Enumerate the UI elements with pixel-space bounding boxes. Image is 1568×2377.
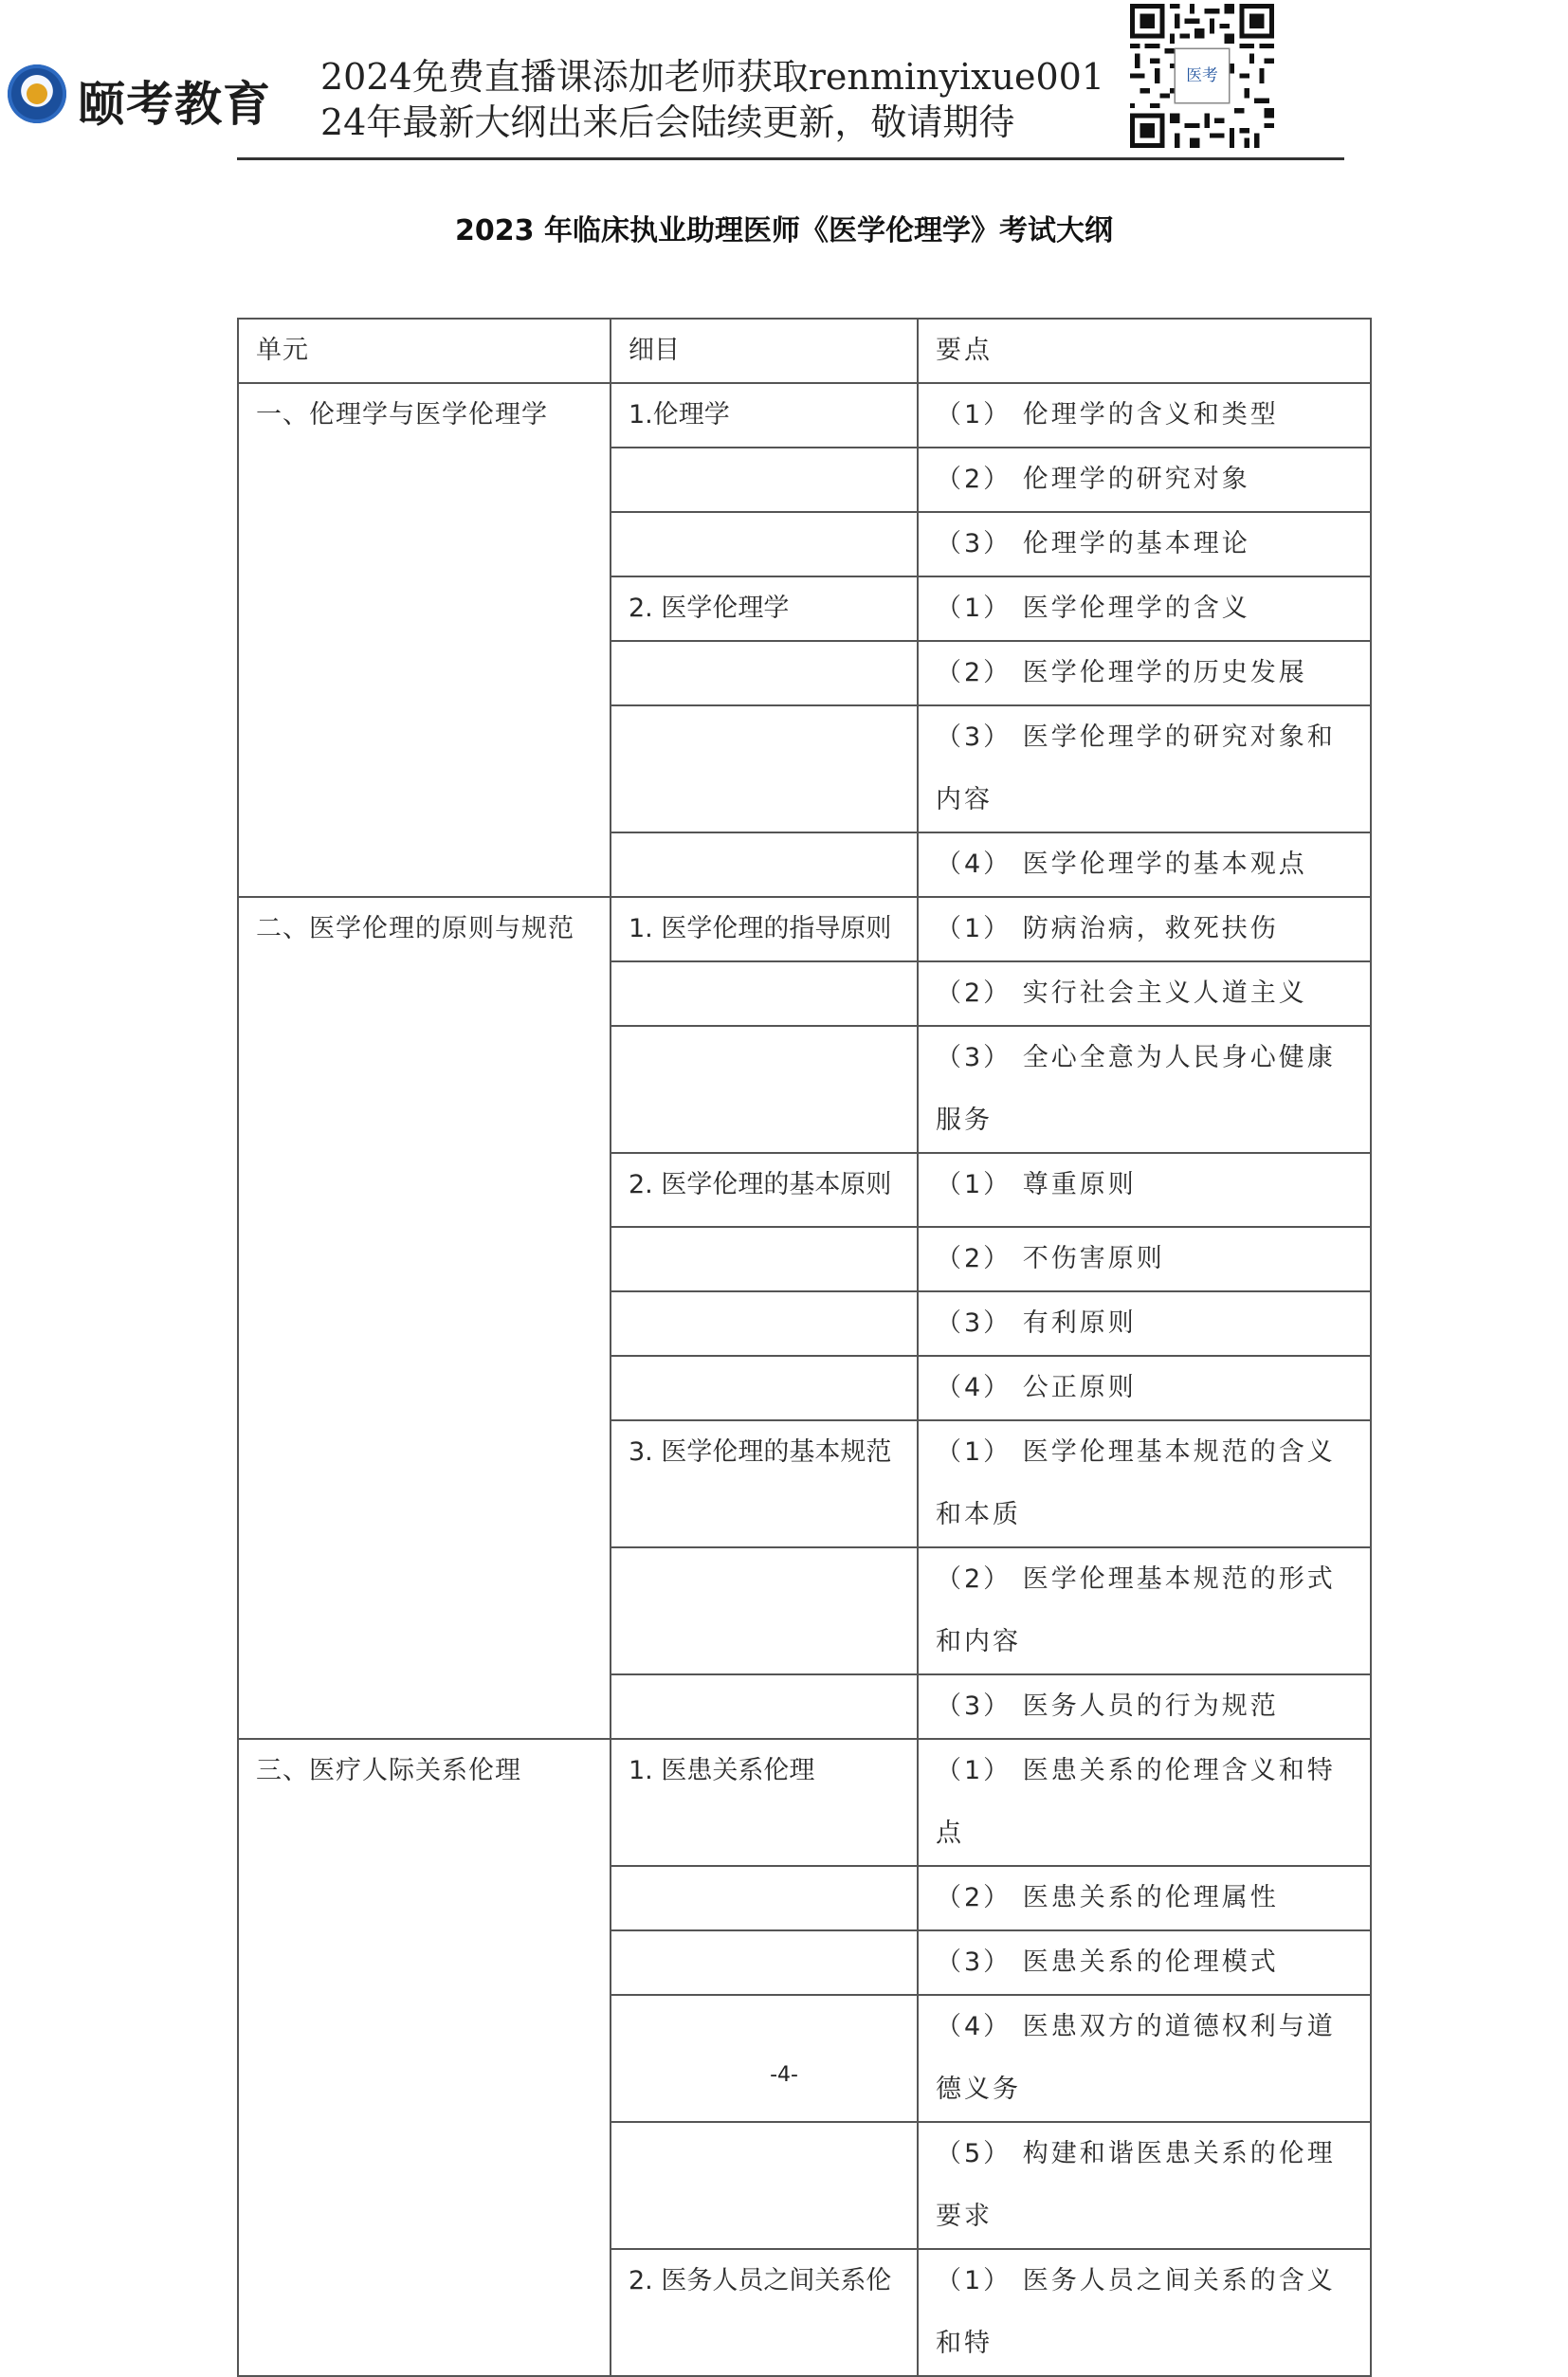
subject-cell-empty xyxy=(611,1995,918,2122)
subject-cell-empty xyxy=(611,961,918,1026)
subject-cell: 2. 医学伦理学 xyxy=(611,576,918,641)
point-cell: （2） 医学伦理基本规范的形式和内容 xyxy=(918,1547,1371,1674)
point-cell: （4） 公正原则 xyxy=(918,1356,1371,1420)
subject-cell-empty xyxy=(611,641,918,705)
point-cell: （2） 医患关系的伦理属性 xyxy=(918,1866,1371,1930)
point-cell: （4） 医患双方的道德权利与道德义务 xyxy=(918,1995,1371,2122)
subject-cell-empty xyxy=(611,1674,918,1739)
unit-cell: 一、伦理学与医学伦理学 xyxy=(238,383,611,897)
subject-cell: 1. 医学伦理的指导原则 xyxy=(611,897,918,961)
point-cell: （5） 构建和谐医患关系的伦理要求 xyxy=(918,2122,1371,2249)
table-header-row xyxy=(238,319,1371,383)
qr-caption: 医考 xyxy=(1186,65,1218,85)
point-cell: （1） 伦理学的含义和类型 xyxy=(918,383,1371,448)
subject-cell: 1.伦理学 xyxy=(611,383,918,448)
point-cell: （2） 实行社会主义人道主义 xyxy=(918,961,1371,1026)
point-cell: （1） 医学伦理基本规范的含义和本质 xyxy=(918,1420,1371,1547)
subject-cell-empty xyxy=(611,705,918,832)
document-title: 2023 年临床执业助理医师《医学伦理学》考试大纲 xyxy=(455,214,1113,247)
header-divider xyxy=(237,157,1344,160)
table-row xyxy=(238,1739,1371,1866)
logo-text: 颐考教育 xyxy=(78,77,271,132)
subject-cell-empty xyxy=(611,1291,918,1356)
point-cell: （3） 全心全意为人民身心健康服务 xyxy=(918,1026,1371,1153)
promo-line-1: 2024免费直播课添加老师获取renminyixue001 xyxy=(320,56,1105,98)
subject-cell-empty xyxy=(611,1026,918,1153)
unit-cell: 二、医学伦理的原则与规范 xyxy=(238,897,611,1739)
point-cell: （2） 伦理学的研究对象 xyxy=(918,448,1371,512)
point-cell: （3） 有利原则 xyxy=(918,1291,1371,1356)
logo-emblem-icon xyxy=(8,64,66,123)
table-row xyxy=(238,383,1371,448)
point-cell: （3） 医务人员的行为规范 xyxy=(918,1674,1371,1739)
point-cell: （4） 医学伦理学的基本观点 xyxy=(918,832,1371,897)
point-cell: （3） 医患关系的伦理模式 xyxy=(918,1930,1371,1995)
header-unit: 单元 xyxy=(238,319,611,383)
subject-cell: 2. 医务人员之间关系伦 xyxy=(611,2249,918,2376)
header-subject: 细目 xyxy=(611,319,918,383)
subject-cell-empty xyxy=(611,1227,918,1291)
point-cell: （3） 伦理学的基本理论 xyxy=(918,512,1371,576)
point-cell: （2） 医学伦理学的历史发展 xyxy=(918,641,1371,705)
subject-cell: 1. 医患关系伦理 xyxy=(611,1739,918,1866)
subject-cell-empty xyxy=(611,1930,918,1995)
point-cell: （3） 医学伦理学的研究对象和内容 xyxy=(918,705,1371,832)
table-row xyxy=(238,897,1371,961)
header-point: 要点 xyxy=(918,319,1371,383)
page-header xyxy=(0,0,1568,163)
subject-cell-empty xyxy=(611,1866,918,1930)
unit-cell: 三、医疗人际关系伦理 xyxy=(238,1739,611,2376)
subject-cell-empty xyxy=(611,512,918,576)
subject-cell-empty xyxy=(611,448,918,512)
point-cell: （1） 尊重原则 xyxy=(918,1153,1371,1227)
subject-cell: 2. 医学伦理的基本原则 xyxy=(611,1153,918,1227)
subject-cell-empty xyxy=(611,2122,918,2249)
point-cell: （1） 医务人员之间关系的含义和特 xyxy=(918,2249,1371,2376)
page-number: -4- xyxy=(770,2063,798,2087)
point-cell: （2） 不伤害原则 xyxy=(918,1227,1371,1291)
point-cell: （1） 防病治病，救死扶伤 xyxy=(918,897,1371,961)
point-cell: （1） 医学伦理学的含义 xyxy=(918,576,1371,641)
subject-cell-empty xyxy=(611,1547,918,1674)
promo-line-2: 24年最新大纲出来后会陆续更新，敬请期待 xyxy=(320,101,1015,143)
subject-cell-empty xyxy=(611,832,918,897)
point-cell: （1） 医患关系的伦理含义和特点 xyxy=(918,1739,1371,1866)
subject-cell-empty xyxy=(611,1356,918,1420)
qr-code-icon xyxy=(1130,4,1274,148)
subject-cell: 3. 医学伦理的基本规范 xyxy=(611,1420,918,1547)
